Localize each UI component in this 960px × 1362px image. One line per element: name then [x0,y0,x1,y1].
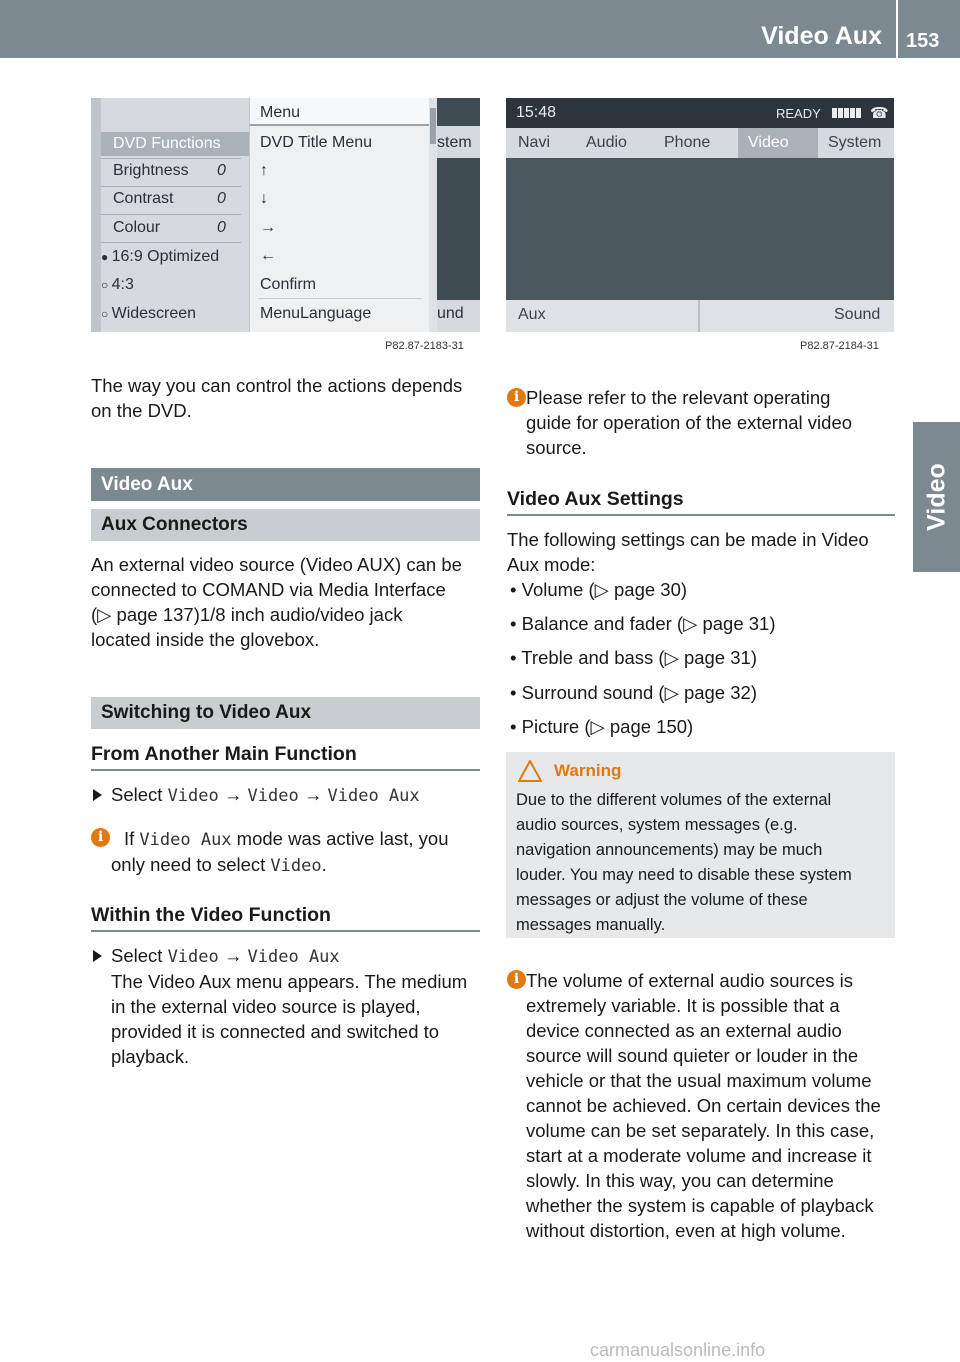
video-area [506,158,894,300]
step-select-video: Select Video → Video Aux [111,945,340,967]
bullet-balance: • Balance and fader (▷ page 31) [510,613,776,634]
volume-line-5: vehicle or that the usual maximum volume [526,1070,872,1091]
warning-line-5: messages or adjust the volume of these [516,891,808,909]
intro-line-2: on the DVD. [91,400,192,421]
video-aux-screenshot [506,98,894,332]
status-ready: READY [776,106,821,121]
option-widescreen: ○ Widescreen [101,305,197,322]
info1-line-1: If Video Aux mode was active last, you [124,828,449,850]
refer-line-2: guide for operation of the external video [526,412,853,433]
volume-line-8: start at a moderate volume and increase it [526,1145,872,1166]
screenshot1-caption: P82.87-2183-31 [385,340,464,352]
subheading-switching: Switching to Video Aux [91,697,480,729]
option-4-3: ○ 4:3 [101,276,134,293]
settings-intro-2: Aux mode: [507,554,596,575]
info-icon: i [507,970,526,989]
step2-line-3: provided it is connected and switched to [111,1021,440,1042]
subheading-aux-connectors: Aux Connectors [91,509,480,541]
warning-line-4: louder. You may need to disable these system [516,866,852,884]
colour-row: Colour 0 [113,219,226,236]
volume-line-1: The volume of external audio sources is [526,970,854,991]
volume-line-6: cannot be achieved. On certain devices the [526,1095,881,1116]
warning-box [506,752,895,938]
bullet-volume: • Volume (▷ page 30) [510,579,688,600]
menu-right: → [260,219,276,236]
tab-video: Video [748,134,789,151]
menu-scrollbar [429,98,437,332]
brightness-row: Brightness 0 [113,162,226,179]
menu-down: ↓ [260,190,268,207]
screenshot2-caption: P82.87-2184-31 [800,340,879,352]
side-tab-label: Video [922,463,950,531]
arrow-right-icon [93,950,102,962]
warning-title: Warning [554,761,622,780]
dvd-popup-menu [249,98,429,332]
aux-text-line-3: (▷ page 137)1/8 inch audio/video jack [91,604,403,625]
tab-phone: Phone [664,134,711,151]
warning-triangle-icon [518,760,542,782]
dvd-functions-heading: DVD Functions [101,132,249,156]
step2-line-1: The Video Aux menu appears. The medium [111,971,468,992]
heading-from-another: From Another Main Function [91,743,357,765]
step-select-video-aux: Select Video → Video → Video Aux [111,784,420,806]
page-header [0,0,960,58]
menu-up: ↑ [260,162,268,179]
bottom-menu [506,300,894,332]
aux-text-line-4: located inside the glovebox. [91,629,320,650]
tab-audio: Audio [586,134,627,151]
footer-watermark: carmanualsonline.info [590,1340,766,1360]
tab-system: System [828,134,882,151]
aux-text-line-2: connected to COMAND via Media Interface [91,579,446,600]
heading-settings: Video Aux Settings [507,488,684,510]
dvd-functions-panel [91,98,249,332]
intro-line-1: The way you can control the actions depends [91,375,463,396]
bottom-sound: Sound [834,306,881,323]
volume-line-11: without distortion, even at high volume. [526,1220,846,1241]
volume-line-10: whether the system is capable of playback [526,1195,874,1216]
bottom-aux: Aux [518,306,546,323]
background-menu-partial: stem und [437,98,480,332]
refer-line-3: source. [526,437,587,458]
menu-title: Menu [260,104,301,121]
volume-line-4: source will sound quieter or louder in the [526,1045,859,1066]
volume-line-2: extremely variable. It is possible that a [526,995,840,1016]
bullet-treble: • Treble and bass (▷ page 31) [510,647,757,668]
info-icon: i [507,388,526,407]
phone-icon: ☎ [870,105,889,122]
settings-intro-1: The following settings can be made in Video [507,529,869,550]
bullet-picture: • Picture (▷ page 150) [510,716,694,737]
menu-confirm: Confirm [260,276,317,293]
info1-line-2: only need to select Video. [111,854,327,876]
section-side-tab [913,422,960,572]
contrast-row: Contrast 0 [113,190,226,207]
warning-line-1: Due to the different volumes of the external [516,791,832,809]
warning-line-6: messages manually. [516,916,666,934]
warning-line-3: navigation announcements) may be much [516,841,823,859]
aux-text-line-1: An external video source (Video AUX) can be [91,554,462,575]
header-divider [896,0,898,58]
heading-within: Within the Video Function [91,904,331,926]
refer-line-1: Please refer to the relevant operating [526,387,831,408]
option-16-9: ● 16:9 Optimized [101,248,220,265]
status-time: 15:48 [516,104,557,121]
arrow-right-icon [93,789,102,801]
menu-dvd-title-menu: DVD Title Menu [260,134,373,151]
step2-line-2: in the external video source is played, [111,996,421,1017]
menu-language: MenuLanguage [260,305,372,322]
step2-line-4: playback. [111,1046,190,1067]
bullet-surround: • Surround sound (▷ page 32) [510,682,757,703]
dvd-functions-screenshot [91,98,480,332]
status-bar [506,98,894,128]
volume-line-7: volume can be set separately. In this case, [526,1120,875,1141]
page-title: Video Aux [761,22,882,50]
volume-line-9: slowly. In this way, you can determine [526,1170,834,1191]
tab-navi: Navi [518,134,551,151]
signal-icon [832,108,864,118]
info-icon: i [91,828,110,847]
page-number: 153 [906,30,940,52]
warning-line-2: audio sources, system messages (e.g. [516,816,798,834]
menu-left: ← [260,247,276,264]
section-heading-video-aux: Video Aux [91,468,480,501]
volume-line-3: device connected as an external audio [526,1020,842,1041]
